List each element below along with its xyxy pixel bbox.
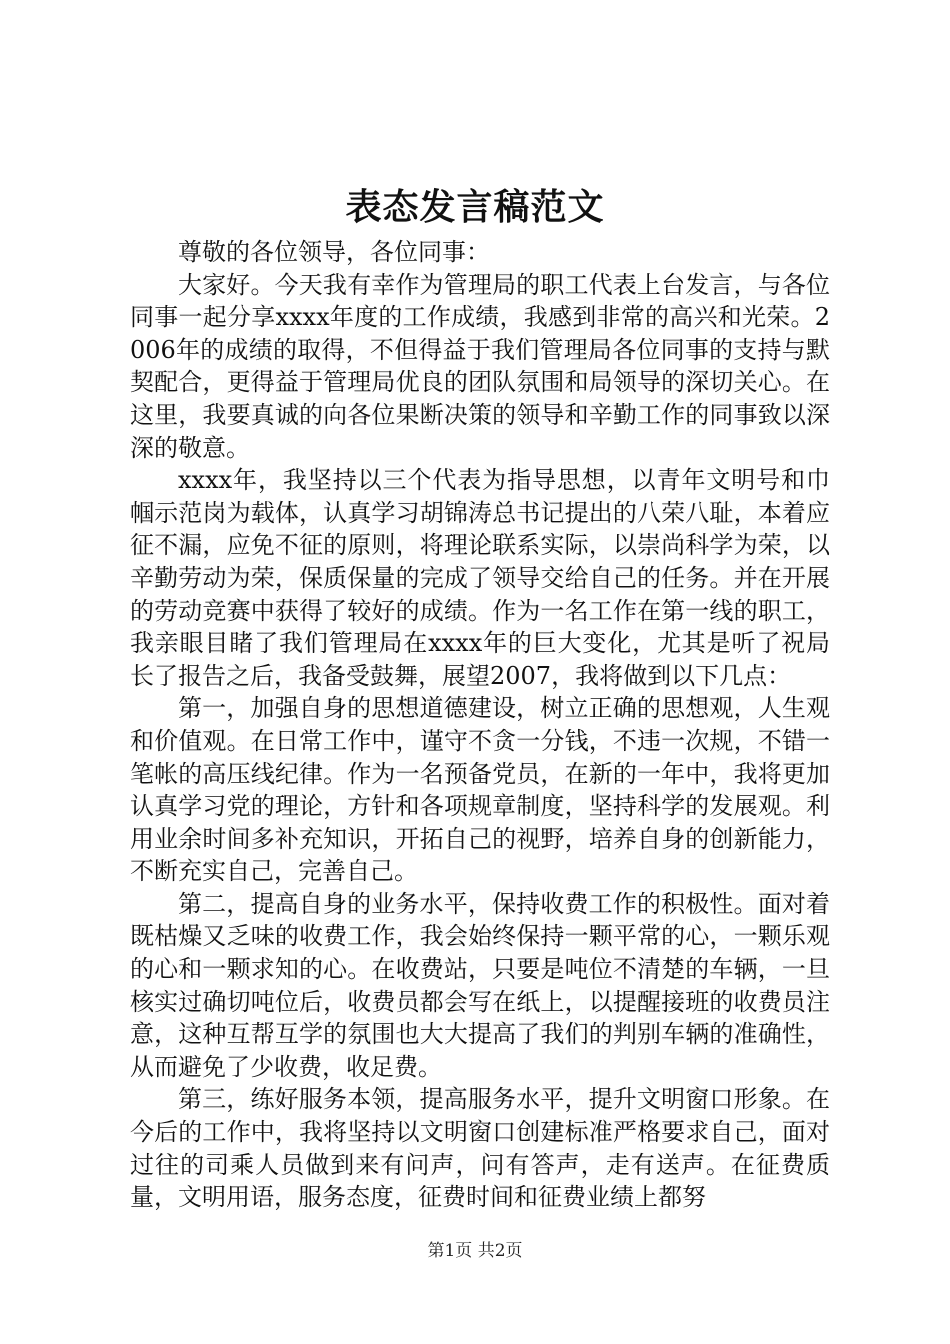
paragraph-review: xxxx年，我坚持以三个代表为指导思想，以青年文明号和巾帼示范岗为载体，认真学习胡锦涛总书记提出的八荣八耻，本着应征不漏，应免不征的原则，将理论联系实际，以崇尚科学为荣，以辛勤劳动为荣，保质保量的完成了领导交给自己的任务。并在开展的劳动竞赛中获得了较好的成绩。作为一名工作在第一线的职工，我亲眼目睹了我们管理局在xxxx年的巨大变化，尤其是听了祝局长了报告之后，我备受鼓舞，展望2007，我将做到以下几点： [130,466,830,690]
paragraph-point-one: 第一，加强自身的思想道德建设，树立正确的思想观，人生观和价值观。在日常工作中，谨守不贪一分钱，不违一次规，不错一笔帐的高压线纪律。作为一名预备党员，在新的一年中，我将更加认真学习党的理论，方针和各项规章制度，坚持科学的发展观。利用业余时间多补充知识，开拓自己的视野，培养自身的创新能力，不断充实自己，完善自己。 [130,694,830,886]
document-body [130,236,830,1214]
paragraph-point-three: 第三，练好服务本领，提高服务水平，提升文明窗口形象。在今后的工作中，我将坚持以文明窗口创建标准严格要求自己，面对过往的司乘人员做到来有问声，问有答声，走有送声。在征费质量，文明用语，服务态度，征费时间和征费业绩上都努 [130,1085,830,1212]
document-title: 表态发言稿范文 [345,186,605,228]
paragraph-greeting: 大家好。今天我有幸作为管理局的职工代表上台发言，与各位同事一起分享xxxx年度的工作成绩，我感到非常的高兴和光荣。2006年的成绩的取得，不但得益于我们管理局各位同事的支持与默契配合，更得益于管理局优良的团队氛围和局领导的深切关心。在这里，我要真诚的向各位果断决策的领导和辛勤工作的同事致以深深的敬意。 [130,270,830,462]
page-number-footer: 第1页 共2页 [427,1241,523,1261]
paragraph-point-two: 第二，提高自身的业务水平，保持收费工作的积极性。面对着既枯燥又乏味的收费工作，我会始终保持一颗平常的心，一颗乐观的心和一颗求知的心。在收费站，只要是吨位不清楚的车辆，一旦核实过确切吨位后，收费员都会写在纸上，以提醒接班的收费员注意，这种互帮互学的氛围也大大提高了我们的判别车辆的准确性，从而避免了少收费，收足费。 [130,889,830,1081]
salutation: 尊敬的各位领导，各位同事： [178,238,490,266]
